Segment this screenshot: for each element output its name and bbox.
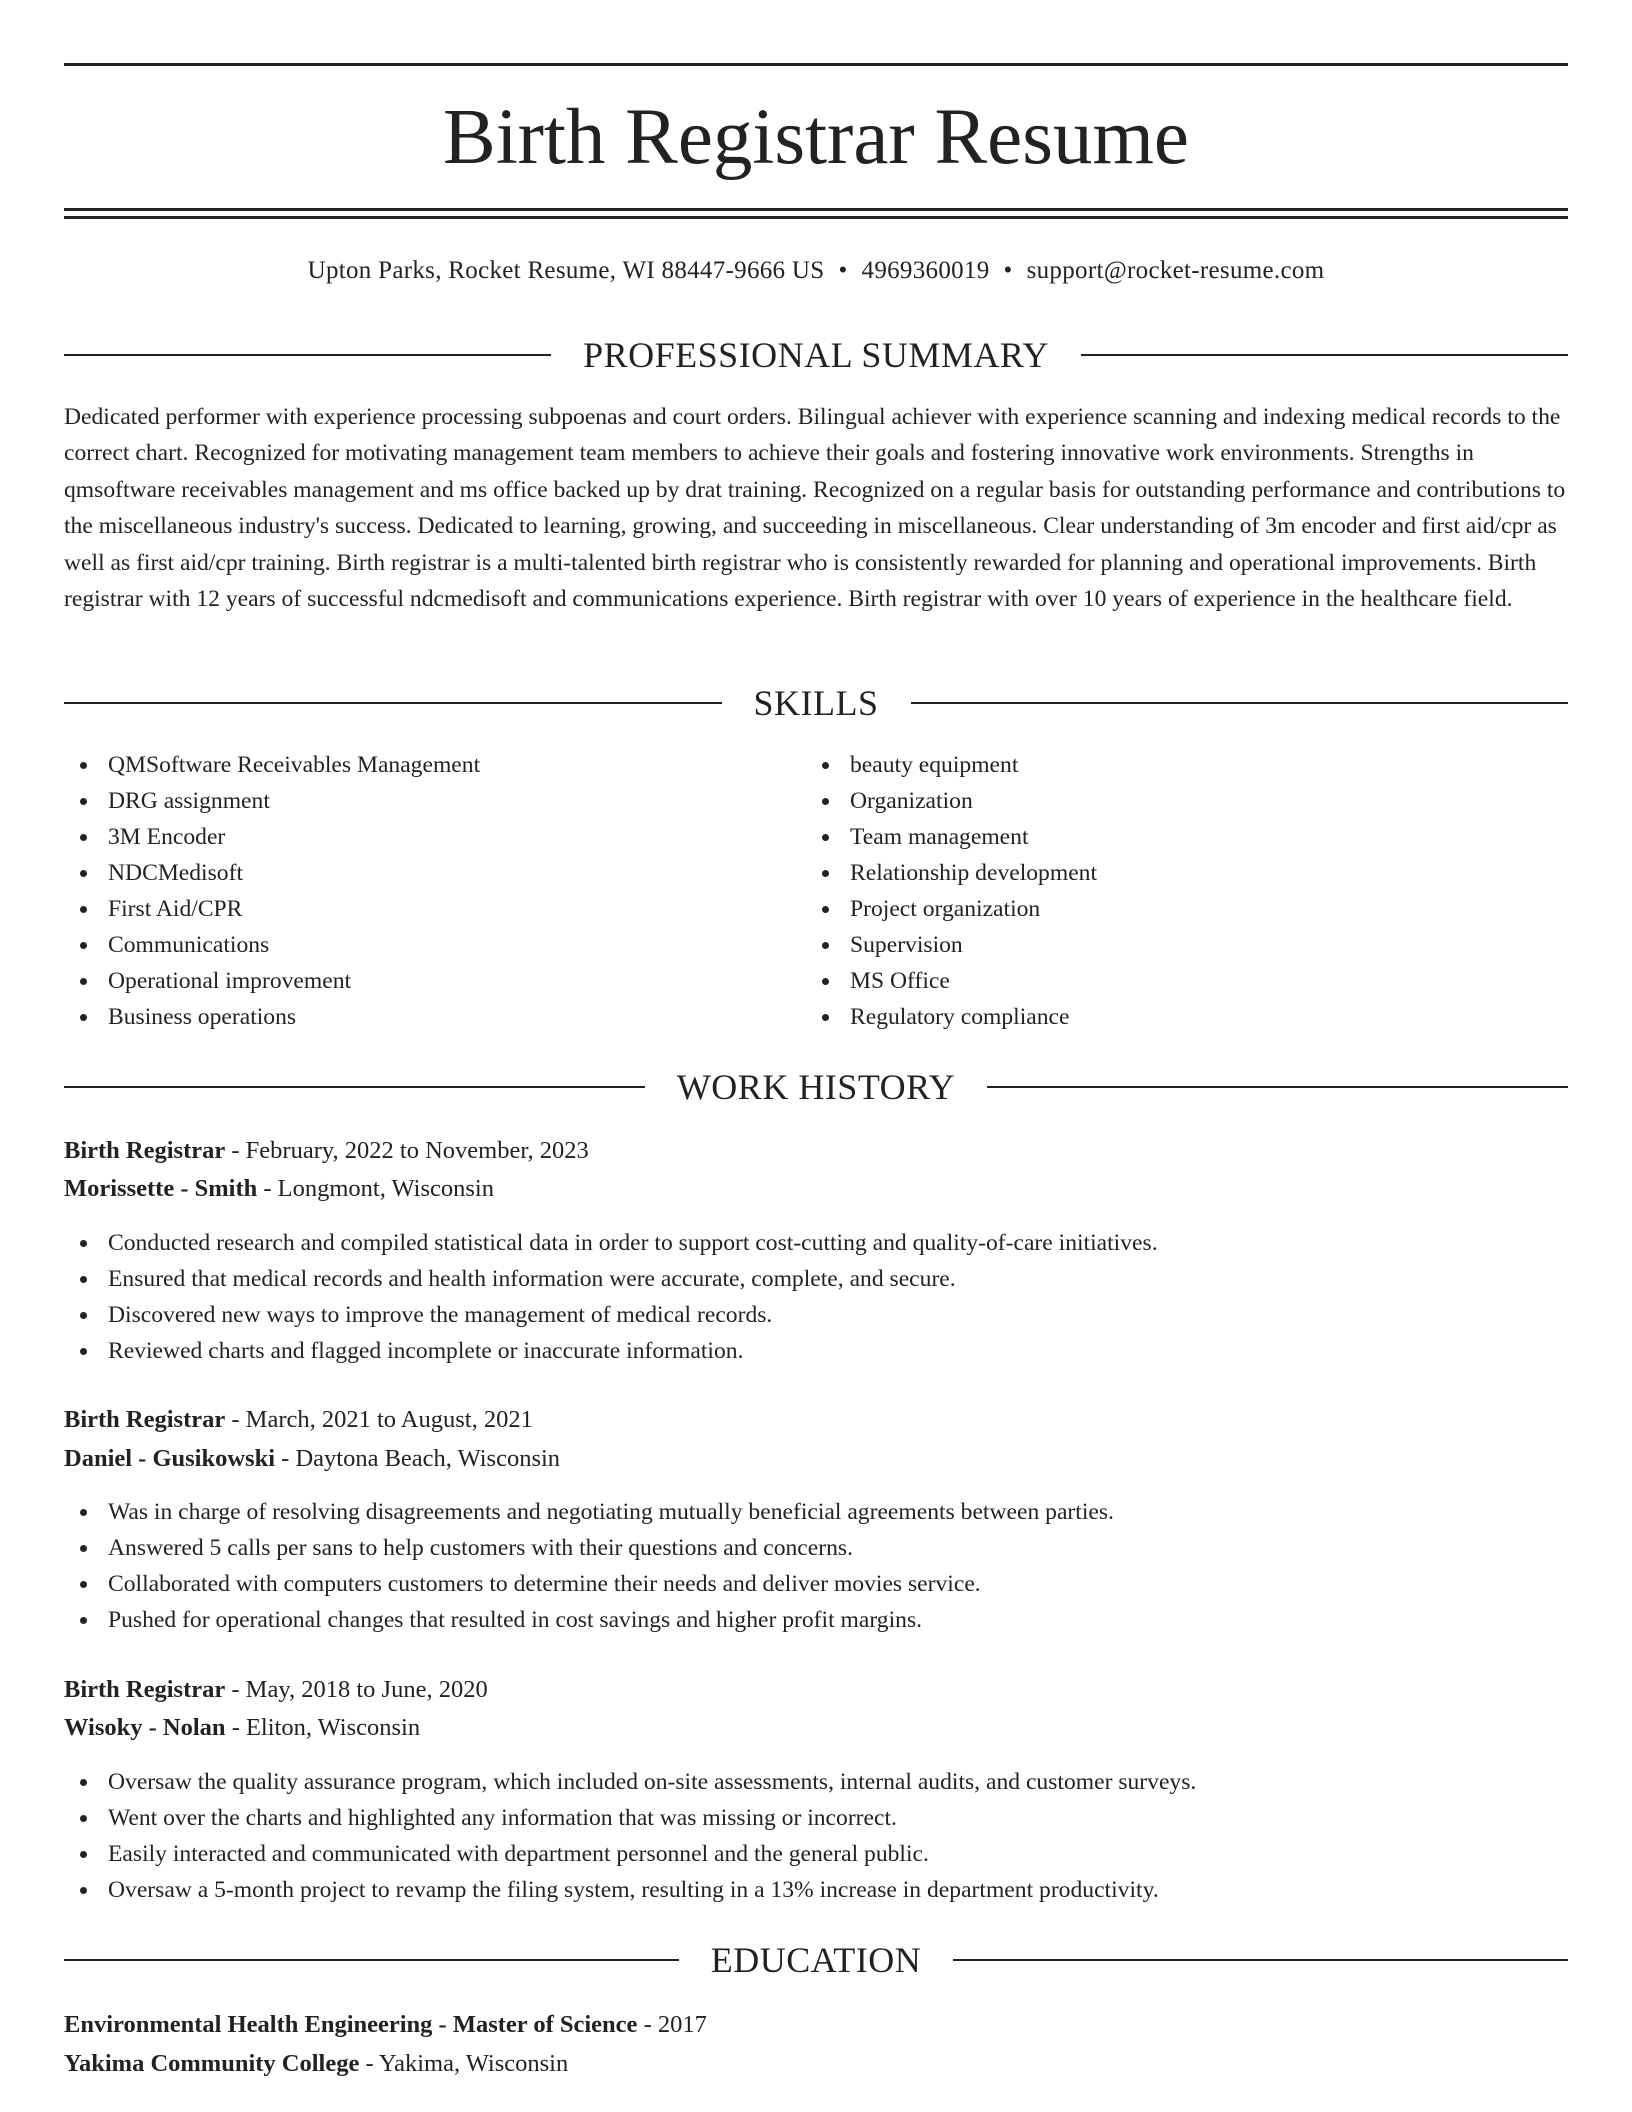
heading-rule [64, 1086, 645, 1088]
skill-item: Organization [806, 783, 1506, 819]
work-heading-label: WORK HISTORY [676, 1067, 956, 1107]
work-heading [64, 1067, 1568, 1107]
skill-item: DRG assignment [64, 783, 764, 819]
resume-title: Birth Registrar Resume [443, 94, 1189, 181]
contact-address: Upton Parks, Rocket Resume, WI 88447-9666 US [307, 257, 825, 284]
job-company: Wisoky - Nolan [64, 1714, 226, 1741]
skill-item: Business operations [64, 999, 764, 1035]
job-bullet: Was in charge of resolving disagreements and negotiating mutually beneficial agreements between parties. [64, 1494, 1568, 1530]
job-dates: - May, 2018 to June, 2020 [225, 1676, 488, 1703]
skill-item: Operational improvement [64, 963, 764, 999]
skill-item: Project organization [806, 891, 1506, 927]
job-dates: - February, 2022 to November, 2023 [225, 1137, 589, 1164]
skill-item: NDCMedisoft [64, 855, 764, 891]
summary-heading-label: PROFESSIONAL SUMMARY [583, 335, 1049, 375]
skill-item: Supervision [806, 927, 1506, 963]
contact-separator: • [1003, 257, 1013, 284]
summary-heading [64, 335, 1568, 375]
skill-item: QMSoftware Receivables Management [64, 747, 764, 783]
skills-heading [64, 683, 1568, 723]
job-company: Daniel - Gusikowski [64, 1445, 276, 1472]
heading-rule [64, 1959, 679, 1961]
job-bullet: Easily interacted and communicated with department personnel and the general public. [64, 1836, 1568, 1872]
title-rule-upper [64, 208, 1568, 211]
education-year: - 2017 [637, 2011, 707, 2038]
contact-phone: 4969360019 [861, 257, 990, 284]
heading-rule [987, 1086, 1568, 1088]
skill-item: 3M Encoder [64, 819, 764, 855]
education-heading-label: EDUCATION [710, 1940, 922, 1980]
education-heading [64, 1940, 1568, 1980]
job-company-line [64, 1441, 560, 1477]
job-company-line [64, 1171, 494, 1207]
job-bullet: Collaborated with computers customers to determine their needs and deliver movies service. [64, 1566, 1568, 1602]
skill-item: Team management [806, 819, 1506, 855]
job-bullet: Discovered new ways to improve the management of medical records. [64, 1297, 1568, 1333]
heading-rule [1081, 354, 1568, 356]
heading-rule [64, 354, 551, 356]
job-company-line [64, 1710, 420, 1746]
job-bullets [64, 1225, 1568, 1369]
heading-rule [911, 702, 1569, 704]
job-bullet: Pushed for operational changes that resulted in cost savings and higher profit margins. [64, 1602, 1568, 1638]
contact-email: support@rocket-resume.com [1026, 257, 1325, 284]
job-bullet: Conducted research and compiled statistical data in order to support cost-cutting and quality-of-care initiatives. [64, 1225, 1568, 1261]
skill-item: MS Office [806, 963, 1506, 999]
skill-item: Communications [64, 927, 764, 963]
job-bullet: Reviewed charts and flagged incomplete or inaccurate information. [64, 1333, 1568, 1369]
top-rule [64, 63, 1568, 66]
job-bullet: Answered 5 calls per sans to help customers with their questions and concerns. [64, 1530, 1568, 1566]
job-title: Birth Registrar [64, 1676, 226, 1703]
job-bullets [64, 1494, 1568, 1638]
contact-separator: • [838, 257, 848, 284]
education-degree-line [64, 2007, 707, 2043]
job-title: Birth Registrar [64, 1137, 226, 1164]
education-school-line [64, 2046, 568, 2082]
skills-list-left [64, 747, 764, 1035]
job-dates: - March, 2021 to August, 2021 [225, 1406, 533, 1433]
skills-heading-label: SKILLS [753, 683, 879, 723]
job-location: - Longmont, Wisconsin [257, 1175, 494, 1202]
job-title-line [64, 1133, 589, 1169]
heading-rule [953, 1959, 1568, 1961]
skills-list-right [806, 747, 1506, 1035]
title-rule-lower [64, 216, 1568, 219]
job-bullet: Ensured that medical records and health information were accurate, complete, and secure. [64, 1261, 1568, 1297]
skill-item: beauty equipment [806, 747, 1506, 783]
job-location: - Daytona Beach, Wisconsin [275, 1445, 561, 1472]
job-bullet: Oversaw a 5-month project to revamp the filing system, resulting in a 13% increase in department productivity. [64, 1872, 1568, 1908]
education-degree: Environmental Health Engineering - Master of Science [64, 2011, 638, 2038]
education-location: - Yakima, Wisconsin [359, 2050, 569, 2077]
job-location: - Eliton, Wisconsin [225, 1714, 421, 1741]
job-title: Birth Registrar [64, 1406, 226, 1433]
job-title-line [64, 1672, 488, 1708]
education-school: Yakima Community College [64, 2050, 360, 2077]
summary-text: Dedicated performer with experience processing subpoenas and court orders. Bilingual achiever with experience scanning and indexing medical records to the correct chart. Recognized for motivating management team members to achieve their goals and fostering innovative work environments. Strengths in qmsoftware receivables management and ms office backed up by drat training. Recognized on a regular basis for outstanding performance and contributions to the miscellaneous industry's success. Dedicated to learning, growing, and succeeding in miscellaneous. Clear understanding of 3m encoder and first aid/cpr as well as first aid/cpr training. Birth registrar is a multi-talented birth registrar who is consistently rewarded for planning and operational improvements. Birth registrar with 12 years of successful ndcmedisoft and communications experience. Birth registrar with over 10 years of experience in the healthcare field. [64, 404, 1566, 613]
heading-rule [64, 702, 722, 704]
contact-line [64, 254, 1568, 288]
job-bullet: Went over the charts and highlighted any information that was missing or incorrect. [64, 1800, 1568, 1836]
job-title-line [64, 1402, 533, 1438]
skill-item: Regulatory compliance [806, 999, 1506, 1035]
job-company: Morissette - Smith [64, 1175, 258, 1202]
skill-item: First Aid/CPR [64, 891, 764, 927]
job-bullets [64, 1764, 1568, 1908]
job-bullet: Oversaw the quality assurance program, which included on-site assessments, internal audits, and customer surveys. [64, 1764, 1568, 1800]
skill-item: Relationship development [806, 855, 1506, 891]
